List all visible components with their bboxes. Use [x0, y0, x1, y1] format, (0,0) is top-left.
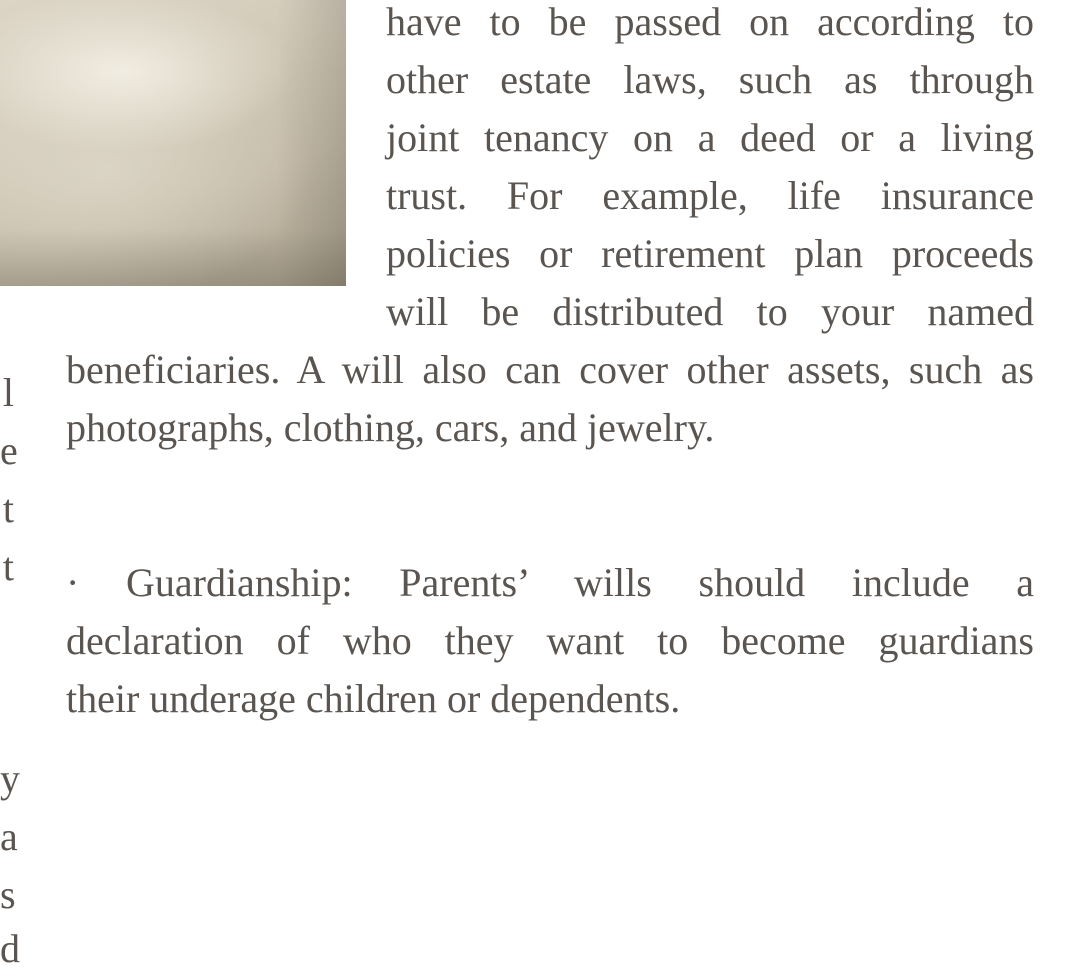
left-fragment: a	[0, 814, 18, 859]
left-fragment: s	[0, 872, 16, 917]
text-line: photographs, clothing, cars, and jewelry.	[66, 405, 715, 450]
left-fragment: d	[0, 926, 20, 971]
text-line: their underage children or dependents.	[66, 676, 681, 721]
left-fragment: e	[0, 428, 18, 473]
left-fragment: y	[0, 756, 20, 801]
text-line: declaration of who they want to become guardians	[66, 618, 1034, 663]
text-line: trust. For example, life insurance	[386, 173, 1034, 218]
text-line: · Guardianship: Parents’ wills should include a	[66, 560, 1034, 605]
article-photo	[0, 0, 346, 286]
left-fragment: l	[2, 370, 14, 415]
text-line: other estate laws, such as through	[386, 57, 1034, 102]
text-line: have to be passed on according to	[386, 0, 1034, 44]
text-line: beneficiaries. A will also can cover other assets, such as	[66, 347, 1034, 392]
text-line: joint tenancy on a deed or a living	[386, 115, 1034, 160]
left-fragment: t	[2, 544, 14, 589]
left-fragment: t	[2, 486, 14, 531]
text-line: policies or retirement plan proceeds	[386, 231, 1034, 276]
text-line: will be distributed to your named	[386, 289, 1034, 334]
